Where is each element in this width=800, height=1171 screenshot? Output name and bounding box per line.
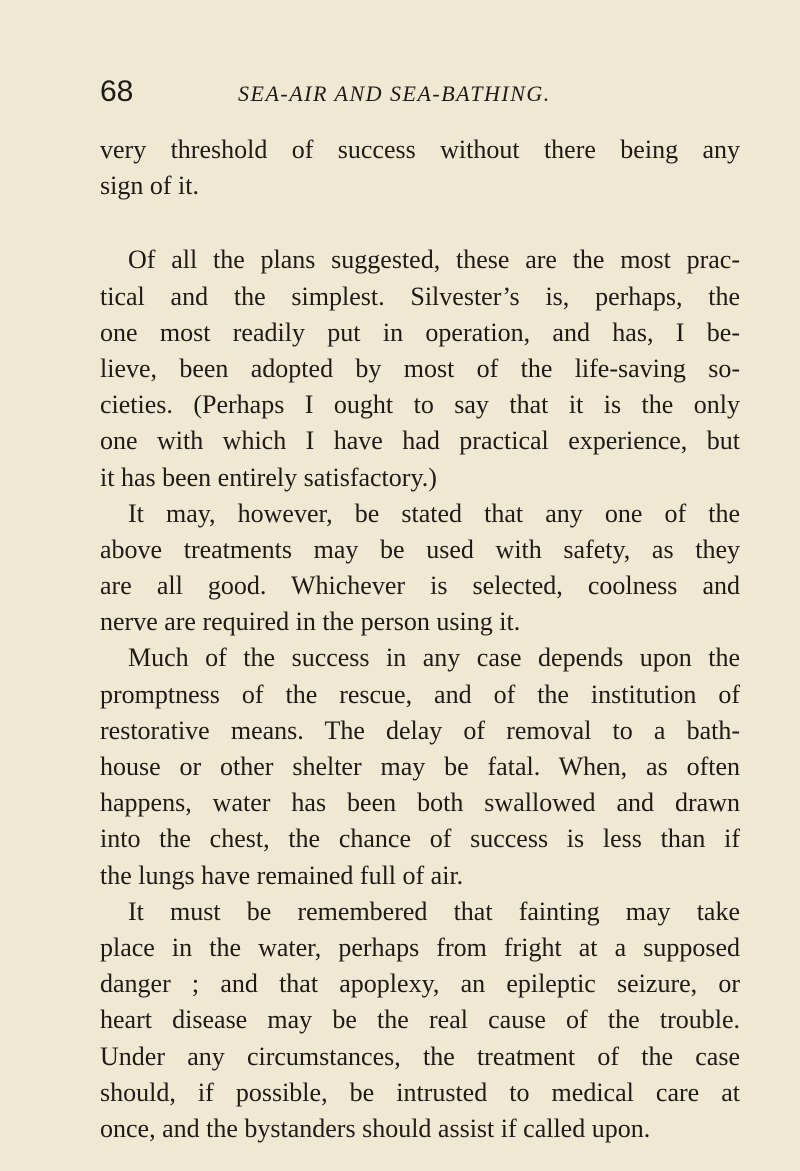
running-title: SEA-AIR AND SEA-BATHING.	[238, 81, 551, 106]
text-line: once, and the bystanders should assist if called upon.	[100, 1113, 651, 1143]
text-line: It must be remembered that fainting may take	[128, 896, 740, 926]
text-line: heart disease may be the real cause of the trouble.	[100, 1005, 740, 1035]
text-line: the lungs have remained full of air.	[100, 860, 464, 890]
running-head	[100, 72, 740, 112]
text-line: tical and the simplest. Silvester’s is, perhaps, the	[100, 281, 740, 311]
paragraph-5	[100, 894, 740, 1147]
text-line: Much of the success in any case depends upon the	[128, 643, 740, 673]
paragraph-3	[100, 496, 740, 641]
paragraph-4	[100, 640, 740, 893]
text-line: should, if possible, be intrusted to medical care at	[100, 1077, 740, 1107]
text-line: are all good. Whichever is selected, coolness and	[100, 571, 740, 601]
text-line: cieties. (Perhaps I ought to say that it is the only	[100, 390, 740, 420]
text-line: lieve, been adopted by most of the life-saving so-	[100, 353, 740, 383]
text-line: into the chest, the chance of success is less than if	[100, 824, 740, 854]
text-line: one most readily put in operation, and has, I be-	[100, 317, 740, 347]
text-line: very threshold of success without there being any	[100, 135, 740, 164]
text-line: place in the water, perhaps from fright at a supposed	[100, 932, 740, 962]
text-line: nerve are required in the person using it.	[100, 607, 521, 637]
text-line: house or other shelter may be fatal. When, as often	[100, 752, 740, 781]
paragraph-2	[100, 242, 740, 495]
text-line: promptness of the rescue, and of the institution of	[100, 679, 740, 709]
text-line: sign of it.	[100, 171, 199, 201]
body-text	[100, 132, 740, 1147]
page-number: 68	[100, 75, 134, 108]
text-line: it has been entirely satisfactory.)	[100, 462, 437, 492]
text-line: Of all the plans suggested, these are the most prac-	[128, 245, 740, 275]
text-line: danger ; and that apoplexy, an epileptic seizure, or	[100, 969, 740, 999]
text-line: Under any circumstances, the treatment of the case	[100, 1041, 740, 1071]
text-line: above treatments may be used with safety, as they	[100, 534, 740, 564]
text-line: It may, however, be stated that any one of the	[128, 498, 740, 528]
text-line: happens, water has been both swallowed and drawn	[100, 788, 740, 818]
text-line: one with which I have had practical experience, but	[100, 426, 740, 456]
text-line: restorative means. The delay of removal to a bath-	[100, 715, 740, 745]
paragraph-1	[100, 132, 740, 204]
